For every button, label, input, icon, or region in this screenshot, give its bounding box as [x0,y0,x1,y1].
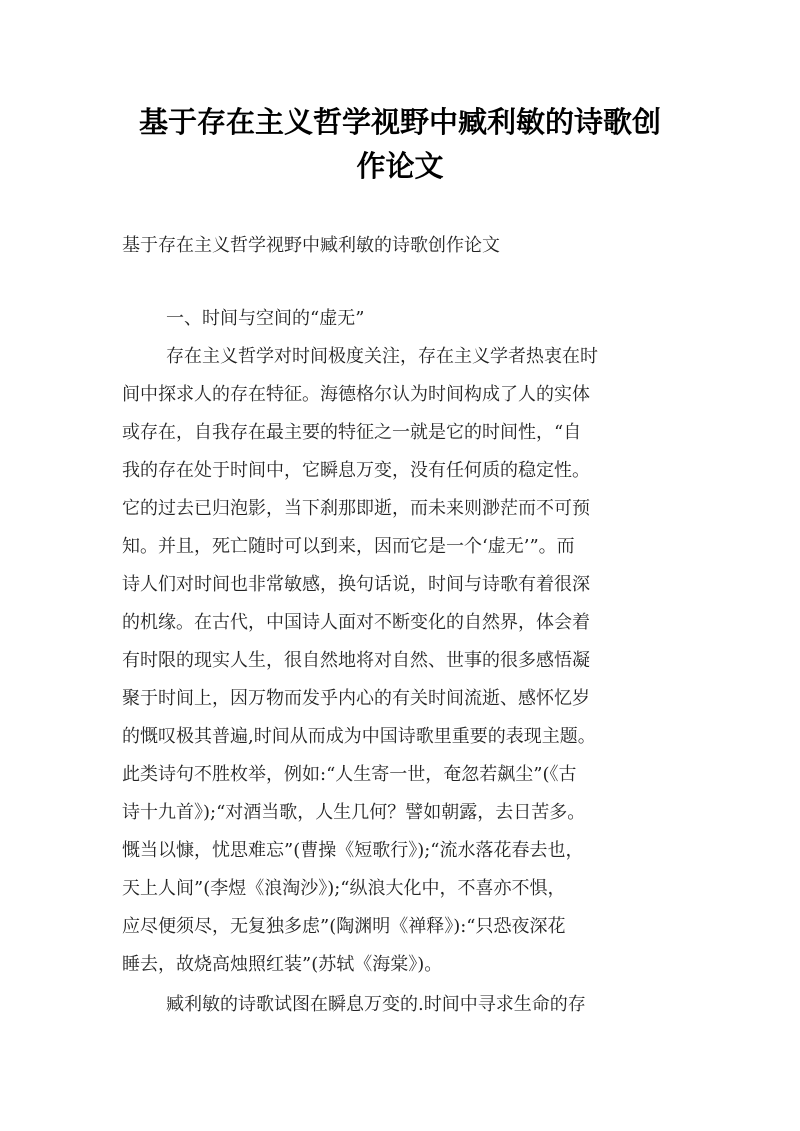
paragraph-line: 它的过去已归泡影，当下刹那即逝，而未来则渺茫而不可预 [122,498,590,519]
document-title-line-2: 作论文 [356,149,444,183]
document-title-line-1: 基于存在主义哲学视野中臧利敏的诗歌创 [138,105,661,139]
paragraph-line: 诗十九首》);“对酒当歌，人生几何？譬如朝露，去日苦多。 [122,802,586,823]
paragraph-line: 此类诗句不胜枚举，例如:“人生寄一世，奄忽若飙尘”(《古 [122,764,577,785]
paragraph-line: 知。并且，死亡随时可以到来，因而它是一个‘虚无’”。而 [122,536,575,557]
section-heading: 一、时间与空间的“虚无” [166,308,365,329]
paragraph-line: 的慨叹极其普遍,时间从而成为中国诗歌里重要的表现主题。 [122,726,596,747]
paragraph-line: 天上人间”(李煜《浪淘沙》);“纵浪大化中，不喜亦不惧， [122,878,566,899]
paragraph-line: 聚于时间上，因万物而发乎内心的有关时间流逝、感怀忆岁 [122,688,590,709]
paragraph-line: 慨当以慷，忧思难忘”(曹操《短歌行》);“流水落花春去也， [122,840,584,861]
paragraph-line: 臧利敏的诗歌试图在瞬息万变的.时间中寻求生命的存 [166,994,586,1015]
paragraph-line: 的机缘。在古代，中国诗人面对不断变化的自然界，体会着 [122,612,590,633]
paragraph-line: 诗人们对时间也非常敏感，换句话说，时间与诗歌有着很深 [122,574,590,595]
paragraph-line: 或存在，自我存在最主要的特征之一就是它的时间性，“自 [122,422,582,443]
document-subtitle: 基于存在主义哲学视野中臧利敏的诗歌创作论文 [122,235,500,256]
paragraph-line: 睡去，故烧高烛照红装”(苏轼《海棠》)。 [122,954,443,975]
paragraph-line: 间中探求人的存在特征。海德格尔认为时间构成了人的实体 [122,384,590,405]
paragraph-line: 我的存在处于时间中，它瞬息万变，没有任何质的稳定性。 [122,460,590,481]
paragraph-line: 存在主义哲学对时间极度关注，存在主义学者热衷在时 [166,346,598,367]
paragraph-line: 应尽便须尽，无复独多虑”(陶渊明《禅释》):“只恐夜深花 [122,916,566,937]
paragraph-line: 有时限的现实人生，很自然地将对自然、世事的很多感悟凝 [122,650,590,671]
